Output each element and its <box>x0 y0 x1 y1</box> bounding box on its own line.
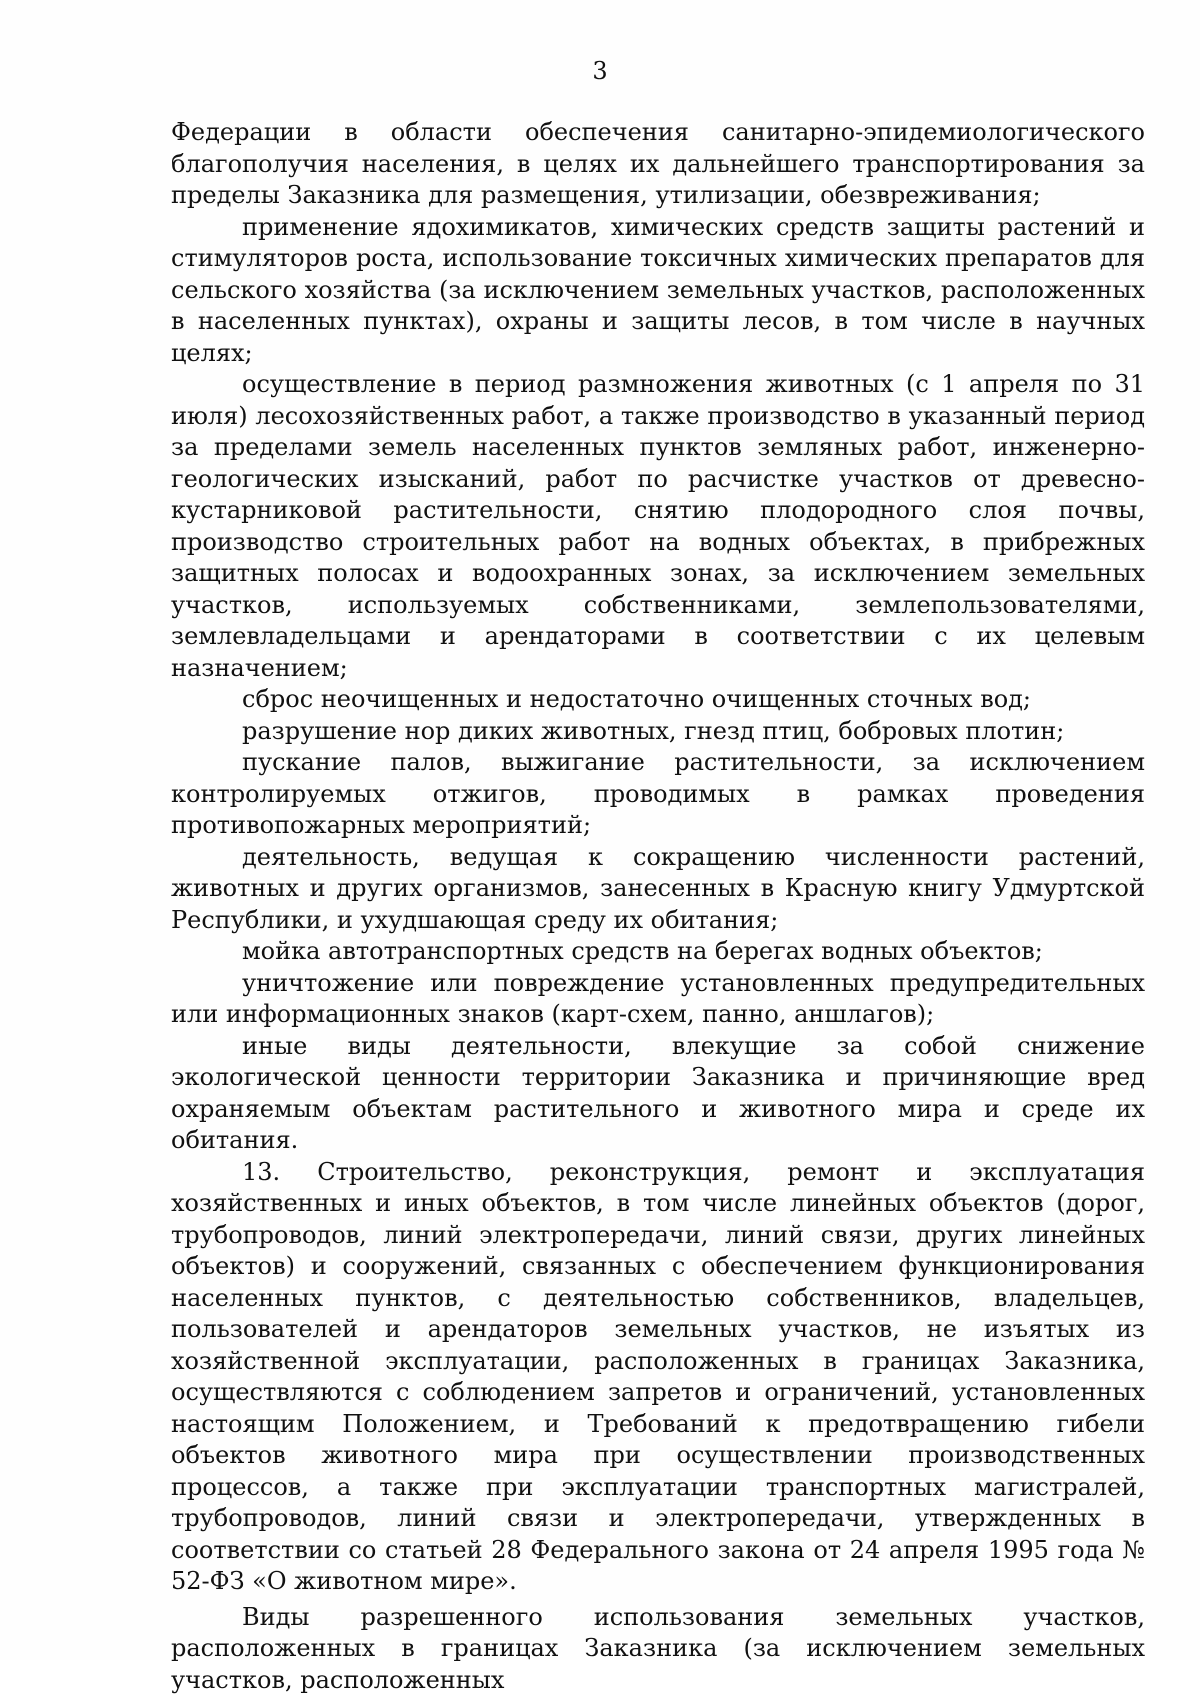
page-number: 3 <box>0 56 1200 86</box>
paragraph: Федерации в области обеспечения санитарно-эпидемиологического благополучия населения, в целях их дальнейшего транспортирования за пределы Заказника для размещения, утилизации, обезвреживания; <box>171 117 1145 212</box>
paragraph: разрушение нор диких животных, гнезд птиц, бобровых плотин; <box>171 716 1145 748</box>
paragraph-section-13: 13. Строительство, реконструкция, ремонт и эксплуатация хозяйственных и иных объектов, в том числе линейных объектов (дорог, трубопроводов, линий электропередачи, линий связи, других линейных объектов) и сооружений, связанных с обеспечением функционирования населенных пунктов, с деятельностью собственников, владельцев, пользователей и арендаторов земельных участков, не изъятых из хозяйственной эксплуатации, расположенных в границах Заказника, осуществляются с соблюдением запретов и ограничений, установленных настоящим Положением, и Требований к предотвращению гибели объектов животного мира при осуществлении производственных процессов, а также при эксплуатации транспортных магистралей, трубопроводов, линий связи и электропередачи, утвержденных в соответствии со статьей 28 Федерального закона от 24 апреля 1995 года № 52-ФЗ «О животном мире». <box>171 1157 1145 1598</box>
paragraph: мойка автотранспортных средств на берегах водных объектов; <box>171 936 1145 968</box>
paragraph: применение ядохимикатов, химических средств защиты растений и стимуляторов роста, использование токсичных химических препаратов для сельского хозяйства (за исключением земельных участков, расположенных в населенных пунктах), охраны и защиты лесов, в том числе в научных целях; <box>171 212 1145 370</box>
paragraph: сброс неочищенных и недостаточно очищенных сточных вод; <box>171 684 1145 716</box>
paragraph: пускание палов, выжигание растительности, за исключением контролируемых отжигов, проводимых в рамках проведения противопожарных мероприятий; <box>171 747 1145 842</box>
document-body <box>171 117 1145 1696</box>
paragraph: осуществление в период размножения животных (с 1 апреля по 31 июля) лесохозяйственных работ, а также производство в указанный период за пределами земель населенных пунктов земляных работ, инженерно-геологических изысканий, работ по расчистке участков от древесно-кустарниковой растительности, снятию плодородного слоя почвы, производство строительных работ на водных объектах, в прибрежных защитных полосах и водоохранных зонах, за исключением земельных участков, используемых собственниками, землепользователями, землевладельцами и арендаторами в соответствии с их целевым назначением; <box>171 369 1145 684</box>
paragraph: деятельность, ведущая к сокращению численности растений, животных и других организмов, занесенных в Красную книгу Удмуртской Республики, и ухудшающая среду их обитания; <box>171 842 1145 937</box>
paragraph: иные виды деятельности, влекущие за собой снижение экологической ценности территории Заказника и причиняющие вред охраняемым объектам растительного и животного мира и среде их обитания. <box>171 1031 1145 1157</box>
paragraph: уничтожение или повреждение установленных предупредительных или информационных знаков (карт-схем, панно, аншлагов); <box>171 968 1145 1031</box>
paragraph: Виды разрешенного использования земельных участков, расположенных в границах Заказника (за исключением земельных участков, расположенных <box>171 1602 1145 1696</box>
